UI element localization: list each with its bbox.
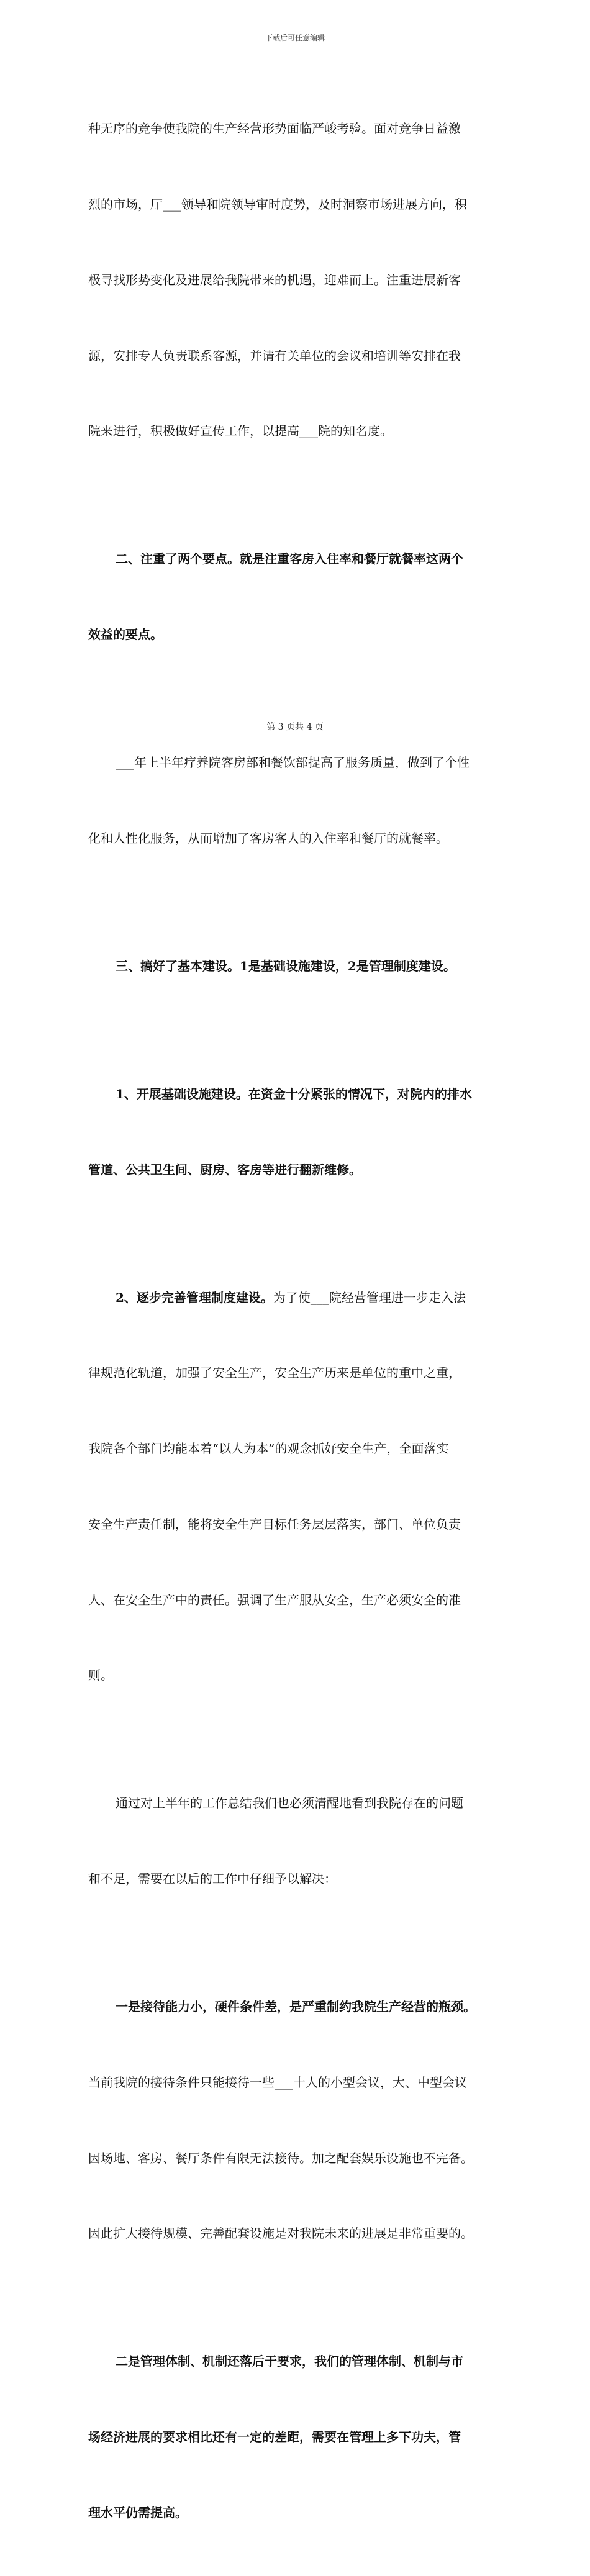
problem-1-lead: 一是接待能力小，硬件条件差，是严重制约我院生产经营的瓶颈。 (116, 1999, 476, 2015)
text-line: 场经济进展的要求相比还有一定的差距，需要在管理上多下功夫，管 (88, 2429, 461, 2445)
subsection-1 (88, 1031, 511, 1233)
text-line: 则。 (88, 1668, 113, 1683)
text-line: 烈的市场，厅___领导和院领导审时度势，及时洞察市场进展方向，积 (88, 196, 467, 212)
text-line: 三、搞好了基本建设。1是基础设施建设，2是管理制度建设。 (116, 958, 456, 974)
text-line: 为了使___院经营管理进一步走入法 (273, 1290, 466, 1305)
page-footer: 第 3 页共 4 页 (266, 722, 324, 732)
text-line: 因场地、客房、餐厅条件有限无法接待。加之配套娱乐设施也不完备。 (88, 2150, 473, 2166)
text-line: 极寻找形势变化及进展给我院带来的机遇，迎难而上。注重进展新客 (88, 272, 461, 287)
text-line: 和不足，需要在以后的工作中仔细予以解决： (88, 1871, 337, 1887)
text-line: 二、注重了两个要点。就是注重客房入住率和餐厅就餐率这两个 (116, 551, 463, 567)
text-line: 理水平仍需提高。 (88, 2505, 188, 2520)
text-line: 种无序的竞争使我院的生产经营形势面临严峻考验。面对竞争日益激 (88, 121, 461, 137)
text-line: 二是管理体制、机制还落后于要求，我们的管理体制、机制与市 (116, 2354, 463, 2369)
section-heading-3 (88, 903, 511, 1029)
text-line: 我院各个部门均能本着“以人为本”的观念抓好安全生产，全面落实 (88, 1441, 449, 1457)
text-line: 律规范化轨道，加强了安全生产，安全生产历来是单位的重中之重， (88, 1365, 461, 1381)
text-line: 1、开展基础设施建设。在资金十分紧张的情况下，对院内的排水 (116, 1086, 472, 1101)
problem-1 (88, 1944, 511, 2297)
text-line: 当前我院的接待条件只能接待一些___十人的小型会议，大、中型会议 (88, 2074, 467, 2090)
subsection-2 (88, 1234, 511, 1738)
text-line: 安全生产责任制，能将安全生产目标任务层层落实，部门、单位负责 (88, 1516, 461, 1532)
text-line: ___年上半年疗养院客房部和餐饮部提高了服务质量，做到了个性 (116, 755, 470, 771)
text-line: 人、在安全生产中的责任。强调了生产服从安全，生产必须安全的准 (88, 1592, 461, 1607)
text-line: 管道、公共卫生间、厨房、客房等进行翻新维修。 (88, 1162, 361, 1177)
text-line: 通过对上半年的工作总结我们也必须清醒地看到我院存在的问题 (116, 1796, 463, 1811)
document-body (88, 66, 511, 2576)
text-line: 化和人性化服务，从而增加了客房客人的入住率和餐厅的就餐率。 (88, 830, 448, 846)
text-line: 因此扩大接待规模、完善配套设施是对我院未来的进展是非常重要的。 (88, 2226, 473, 2241)
text-line: 源，安排专人负责联系客源，并请有关单位的会议和培训等安排在我 (88, 348, 461, 363)
page-header: 下载后可任意编辑 (265, 34, 325, 42)
paragraph-1 (88, 66, 511, 494)
section-heading-2 (88, 496, 511, 698)
paragraph-problems-intro (88, 1740, 511, 1942)
problem-2 (88, 2298, 511, 2576)
subsection-2-lead: 2、逐步完善管理制度建设。 (116, 1290, 273, 1305)
text-line: 效益的要点。 (88, 627, 163, 643)
text-line: 院来进行，积极做好宣传工作，以提高___院的知名度。 (88, 423, 393, 439)
